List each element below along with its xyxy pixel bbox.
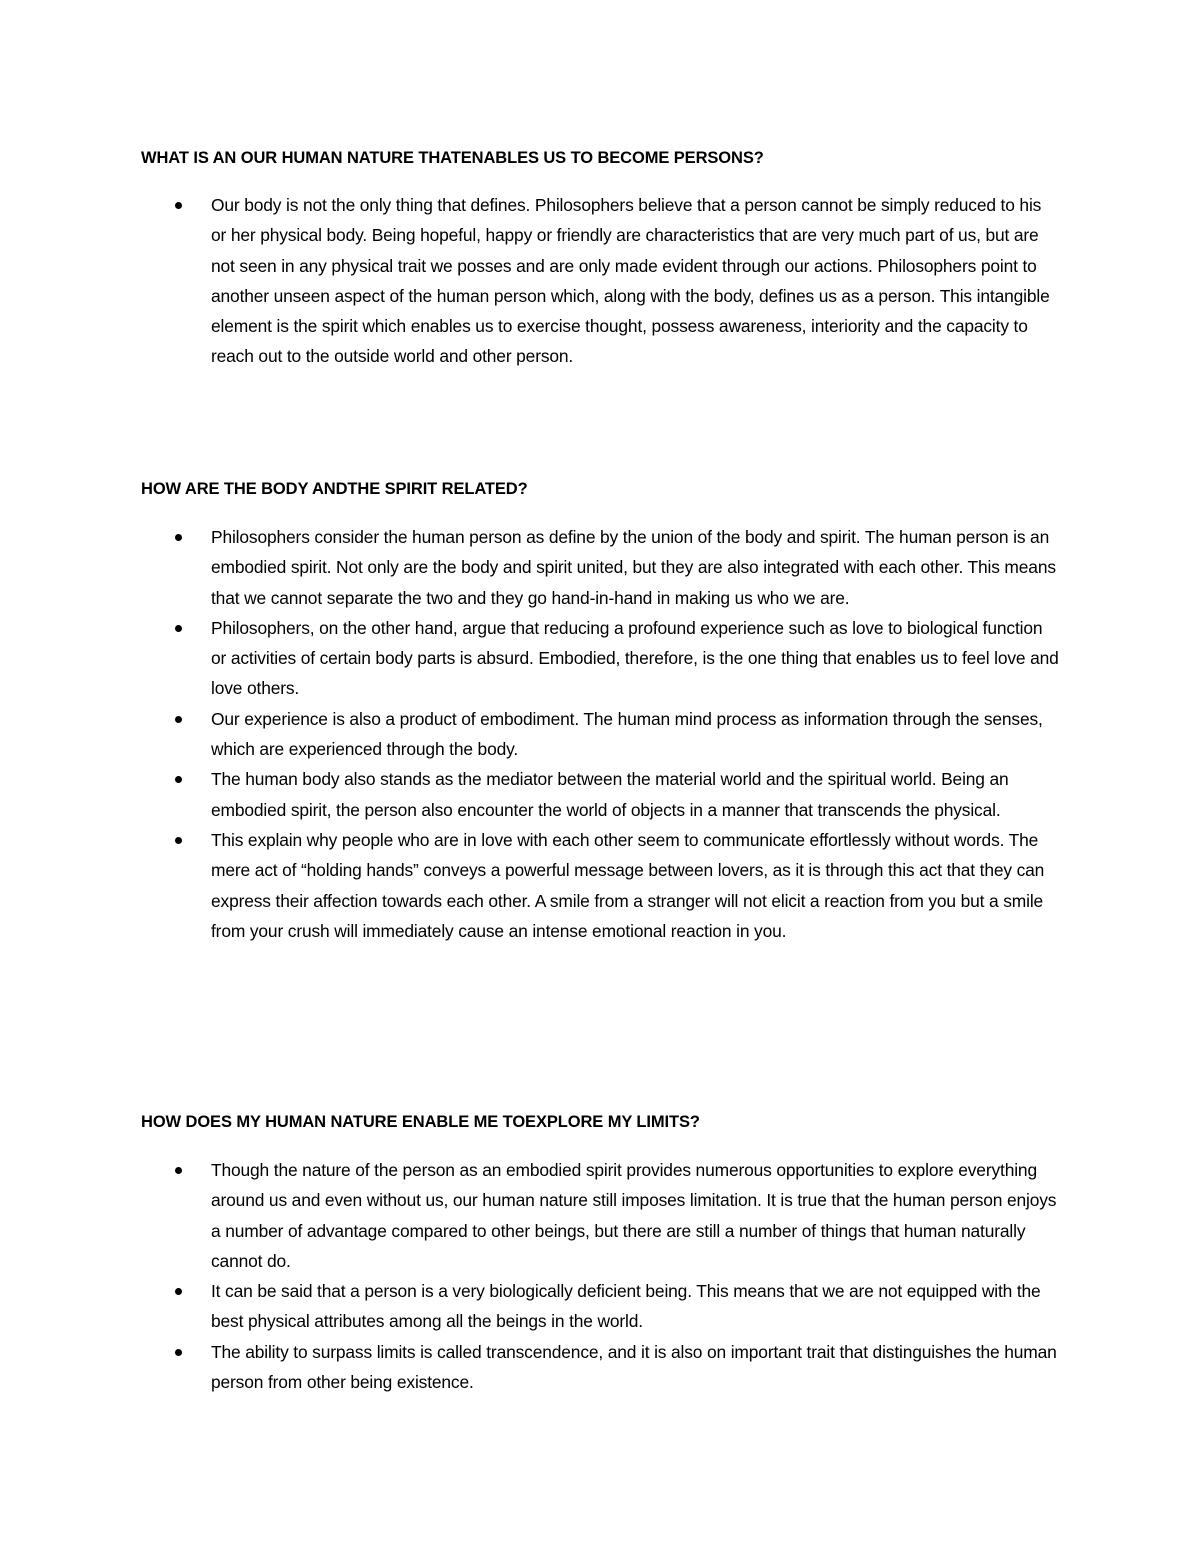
bullet-icon — [175, 716, 182, 723]
list-item — [0, 1337, 1061, 1398]
list-item-text: Our body is not the only thing that defines. Philosophers believe that a person cannot be simply reduced to his or her physical body. Being hopeful, happy or friendly are characteristics that are very much part of us, but are not seen in any physical trait we posses and are only made evident through our actions. Philosophers point to another unseen aspect of the human person which, along with the body, defines us as a person. This intangible element is the spirit which enables us to exercise thought, possess awareness, interiority and the capacity to reach out to the outside world and other person. — [211, 195, 1050, 367]
list-item — [0, 522, 1061, 613]
list-item — [0, 1155, 1061, 1276]
bullet-icon — [175, 776, 182, 783]
list-item — [0, 764, 1061, 825]
list-item-text: Philosophers consider the human person as define by the union of the body and spirit. The human person is an embodied spirit. Not only are the body and spirit united, but they are also integrated with each other. This means that we cannot separate the two and they go hand-in-hand in making us who we are. — [211, 527, 1056, 608]
section-list-human-nature-persons — [0, 190, 1200, 372]
list-item-text: It can be said that a person is a very biologically deficient being. This means that we are not equipped with the best physical attributes among all the beings in the world. — [211, 1281, 1041, 1332]
list-item — [0, 704, 1061, 765]
list-item — [0, 613, 1061, 704]
bullet-icon — [175, 1167, 182, 1174]
section-heading-human-nature-persons: WHAT IS AN OUR HUMAN NATURE THATENABLES US TO BECOME PERSONS? — [141, 149, 764, 167]
list-item-text: The human body also stands as the mediator between the material world and the spiritual world. Being an embodied spirit, the person also encounter the world of objects in a manner that transcends the physical. — [211, 769, 1009, 820]
list-item — [0, 825, 1061, 946]
list-item-text: The ability to surpass limits is called transcendence, and it is also on important trait that distinguishes the human person from other being existence. — [211, 1341, 1057, 1393]
list-item — [0, 190, 1061, 372]
list-item-text: This explain why people who are in love with each other seem to communicate effortlessly without words. The mere act of “holding hands” conveys a powerful message between lovers, as it is through this act that they can express their affection towards each other. A smile from a stranger will not elicit a reaction from you but a smile from your crush will immediately cause an intense emotional reaction in you. — [211, 829, 1045, 941]
bullet-icon — [175, 202, 182, 209]
list-item — [0, 1276, 1061, 1337]
section-heading-explore-limits: HOW DOES MY HUMAN NATURE ENABLE ME TOEXPLORE MY LIMITS? — [141, 1113, 700, 1131]
section-heading-body-spirit: HOW ARE THE BODY ANDTHE SPIRIT RELATED? — [141, 480, 528, 498]
bullet-icon — [175, 837, 182, 844]
bullet-icon — [175, 1288, 182, 1295]
section-list-explore-limits — [0, 1155, 1200, 1397]
list-item-text: Our experience is also a product of embodiment. The human mind process as information through the senses, which are experienced through the body. — [211, 708, 1043, 760]
bullet-icon — [175, 1349, 182, 1356]
bullet-icon — [175, 625, 182, 632]
section-list-body-spirit — [0, 522, 1200, 946]
list-item-text: Philosophers, on the other hand, argue that reducing a profound experience such as love to biological function or activities of certain body parts is absurd. Embodied, therefore, is the one thing that enables us to feel love and love others. — [211, 617, 1059, 699]
bullet-icon — [175, 534, 182, 541]
list-item-text: Though the nature of the person as an embodied spirit provides numerous opportunities to explore everything around us and even without us, our human nature still imposes limitation. It is true that the human person enjoys a number of advantage compared to other beings, but there are still a number of things that human naturally cannot do. — [211, 1160, 1057, 1271]
